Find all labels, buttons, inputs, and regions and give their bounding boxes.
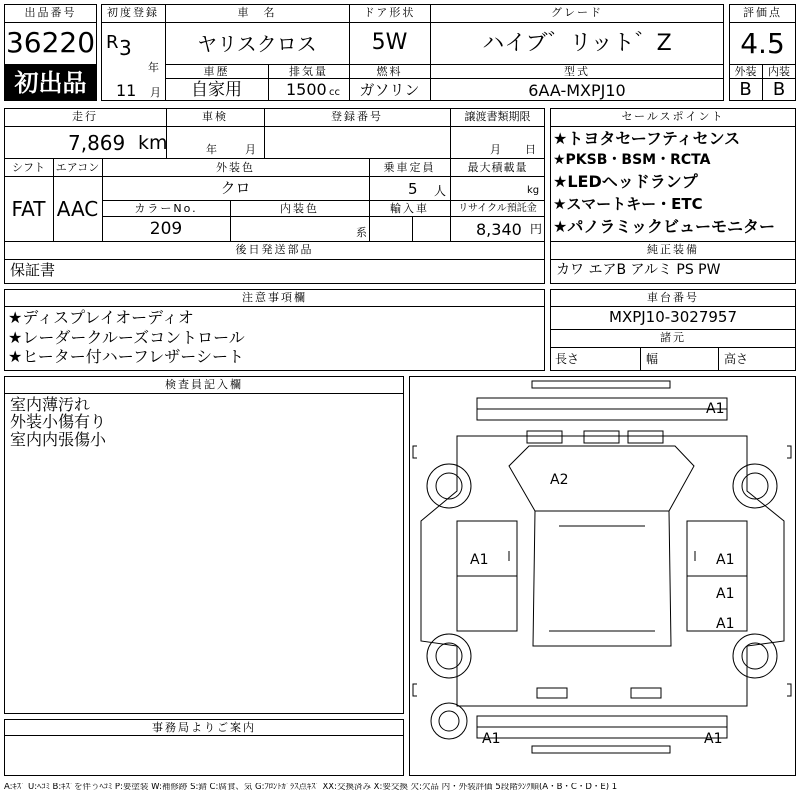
hood [509, 446, 694, 511]
door-type: 5W [371, 30, 408, 55]
ext-grade: B [739, 79, 752, 100]
import-label: 輸入車 [390, 202, 429, 215]
int-label: 内装 [768, 65, 790, 78]
height-label: 高さ [724, 352, 749, 366]
transfer-label: 譲渡書類期限 [464, 110, 531, 123]
history: 自家用 [191, 80, 242, 100]
later-parts-label: 後日発送部品 [235, 243, 314, 256]
displacement-label: 排気量 [289, 65, 328, 78]
shift-label: シフト [12, 161, 45, 174]
door-label: ドア形状 [363, 6, 416, 19]
wheel-front-right-inner [742, 473, 768, 499]
capacity-label: 乗車定員 [383, 161, 436, 174]
lot-number: 36220 [5, 26, 96, 59]
wheel-front-left-inner [436, 473, 462, 499]
grade: ハイブ゛リット゛Z [482, 31, 672, 56]
grade-label: グレード [551, 6, 603, 19]
inspector-label: 検査員記入欄 [165, 378, 243, 391]
car-name: ヤリスクロス [197, 32, 317, 56]
mileage-value: 7,869 [68, 131, 126, 155]
genuine-value: カワ エアB アルミ PS PW [556, 262, 721, 278]
front-bumper-bar [532, 381, 670, 388]
lot-number-label: 出品番号 [24, 6, 77, 19]
caution-label: 注意事項欄 [242, 291, 307, 304]
chassis-label: 車台番号 [647, 291, 699, 304]
mileage-label: 走行 [72, 110, 98, 123]
inspection-label: 車検 [202, 110, 228, 123]
sales-points-label: セールスポイント [621, 110, 725, 123]
spare-wheel [431, 703, 467, 739]
era: R [106, 32, 119, 53]
ac-label: エアコン [55, 161, 100, 174]
fuel-label: 燃料 [376, 65, 403, 78]
int-color-unit: 系 [356, 226, 367, 239]
genuine-label: 純正装備 [647, 243, 699, 256]
first-reg-month: 11 [116, 81, 137, 100]
caution-item: ★ディスプレイオーディオ [8, 308, 194, 327]
door-left-rear [457, 576, 517, 631]
recycle-value: 8,340 [476, 220, 522, 239]
year-unit: 年 [148, 61, 159, 74]
chassis-number: MXPJ10-3027957 [609, 308, 737, 326]
history-label: 車歴 [203, 65, 230, 78]
transfer-month-unit: 月 [490, 143, 501, 156]
taillight-left [537, 688, 567, 698]
sales-point-item: ★スマートキー・ETC [553, 195, 703, 213]
int-color-label: 内装色 [280, 202, 319, 215]
first-listing-text: 初出品 [14, 69, 87, 97]
ext-label: 外装 [734, 65, 757, 78]
recycle-label: リサイクル預託金 [458, 203, 537, 214]
int-grade: B [772, 79, 786, 100]
ac-value: AAC [56, 197, 99, 221]
roof [533, 511, 671, 646]
inspector-note: 室内薄汚れ [10, 395, 91, 414]
sales-point-item: ★トヨタセーフティセンス [553, 129, 741, 148]
wheel-front-left [427, 464, 471, 508]
month-unit: 月 [150, 86, 161, 99]
max-load-label: 最大積載量 [467, 161, 528, 174]
first-reg-year: 3 [119, 36, 132, 60]
spare-wheel-inner [439, 711, 459, 731]
damage-code: A1 [716, 586, 735, 602]
wheel-front-right [733, 464, 777, 508]
legend-footer: A:ｷｽﾞ U:ﾍｺﾐ B:ｷｽﾞを伴うﾍｺﾐ P:要塗装 W:補修跡 S:錆 C:腐食、気 G:ﾌﾛﾝﾄｶﾞﾗｽ点ｷｽﾞ XX:交換済み X:要交換 欠:欠品 内・外装評価 5段階ﾗﾝｸ順(A・B・C・D・E) 1 [4, 783, 618, 792]
sales-point-item: ★パノラミックビューモニター [553, 217, 776, 236]
damage-code: A1 [482, 731, 501, 747]
color-no-value: 209 [149, 219, 183, 239]
length-label: 長さ [555, 352, 580, 366]
damage-code: A1 [716, 616, 735, 632]
damage-code: A2 [550, 472, 569, 488]
car-diagram [409, 376, 796, 776]
sales-point-item: ★PKSB・BSM・RCTA [553, 152, 711, 168]
capacity-value: 5 [408, 180, 418, 198]
caution-item: ★レーダークルーズコントロール [8, 328, 245, 347]
insp-month-unit: 月 [245, 143, 256, 156]
width-label: 幅 [646, 352, 659, 366]
damage-code: A1 [706, 401, 725, 417]
wheel-rear-left-inner [436, 643, 462, 669]
overall-score: 4.5 [740, 27, 785, 60]
wheel-rear-right-inner [742, 643, 768, 669]
rear-bumper-bar [532, 746, 670, 753]
taillight-right [631, 688, 661, 698]
model: 6AA-MXPJ10 [528, 81, 626, 100]
displacement: 1500 [286, 80, 327, 99]
mileage-unit: km [138, 132, 168, 154]
reg-no-label: 登録番号 [331, 110, 383, 123]
first-reg-label: 初度登録 [107, 6, 159, 19]
displacement-unit: cc [329, 87, 340, 98]
damage-code: A1 [716, 552, 735, 568]
color-value: クロ [220, 179, 251, 197]
capacity-unit: 人 [434, 184, 447, 198]
score-label: 評価点 [743, 6, 782, 19]
transfer-day-unit: 日 [525, 143, 536, 156]
recycle-unit: 円 [530, 222, 543, 236]
model-label: 型式 [564, 65, 590, 78]
color-label: 外装色 [216, 161, 255, 174]
caution-item: ★ヒーター付ハーフレザーシート [8, 347, 244, 366]
insp-year-unit: 年 [206, 143, 217, 156]
headlight-left [527, 431, 562, 443]
dims-label: 諸元 [660, 331, 686, 344]
shift-value: FAT [11, 197, 46, 221]
inspector-note: 室内内張傷小 [10, 430, 107, 449]
headlight-right [628, 431, 663, 443]
car-body-outline [421, 436, 784, 706]
color-no-label: カラーNo. [134, 202, 198, 215]
fuel: ガソリン [359, 81, 420, 99]
inspector-note: 外装小傷有り [10, 412, 107, 431]
max-load-unit: kg [527, 185, 540, 196]
sales-point-item: ★LEDヘッドランプ [553, 172, 698, 191]
damage-code: A1 [704, 731, 723, 747]
car-name-label: 車 名 [237, 6, 277, 19]
wheel-rear-right [733, 634, 777, 678]
damage-code: A1 [470, 552, 489, 568]
office-label: 事務局よりご案内 [152, 721, 256, 734]
wheel-rear-left [427, 634, 471, 678]
later-parts-value: 保証書 [10, 261, 56, 279]
